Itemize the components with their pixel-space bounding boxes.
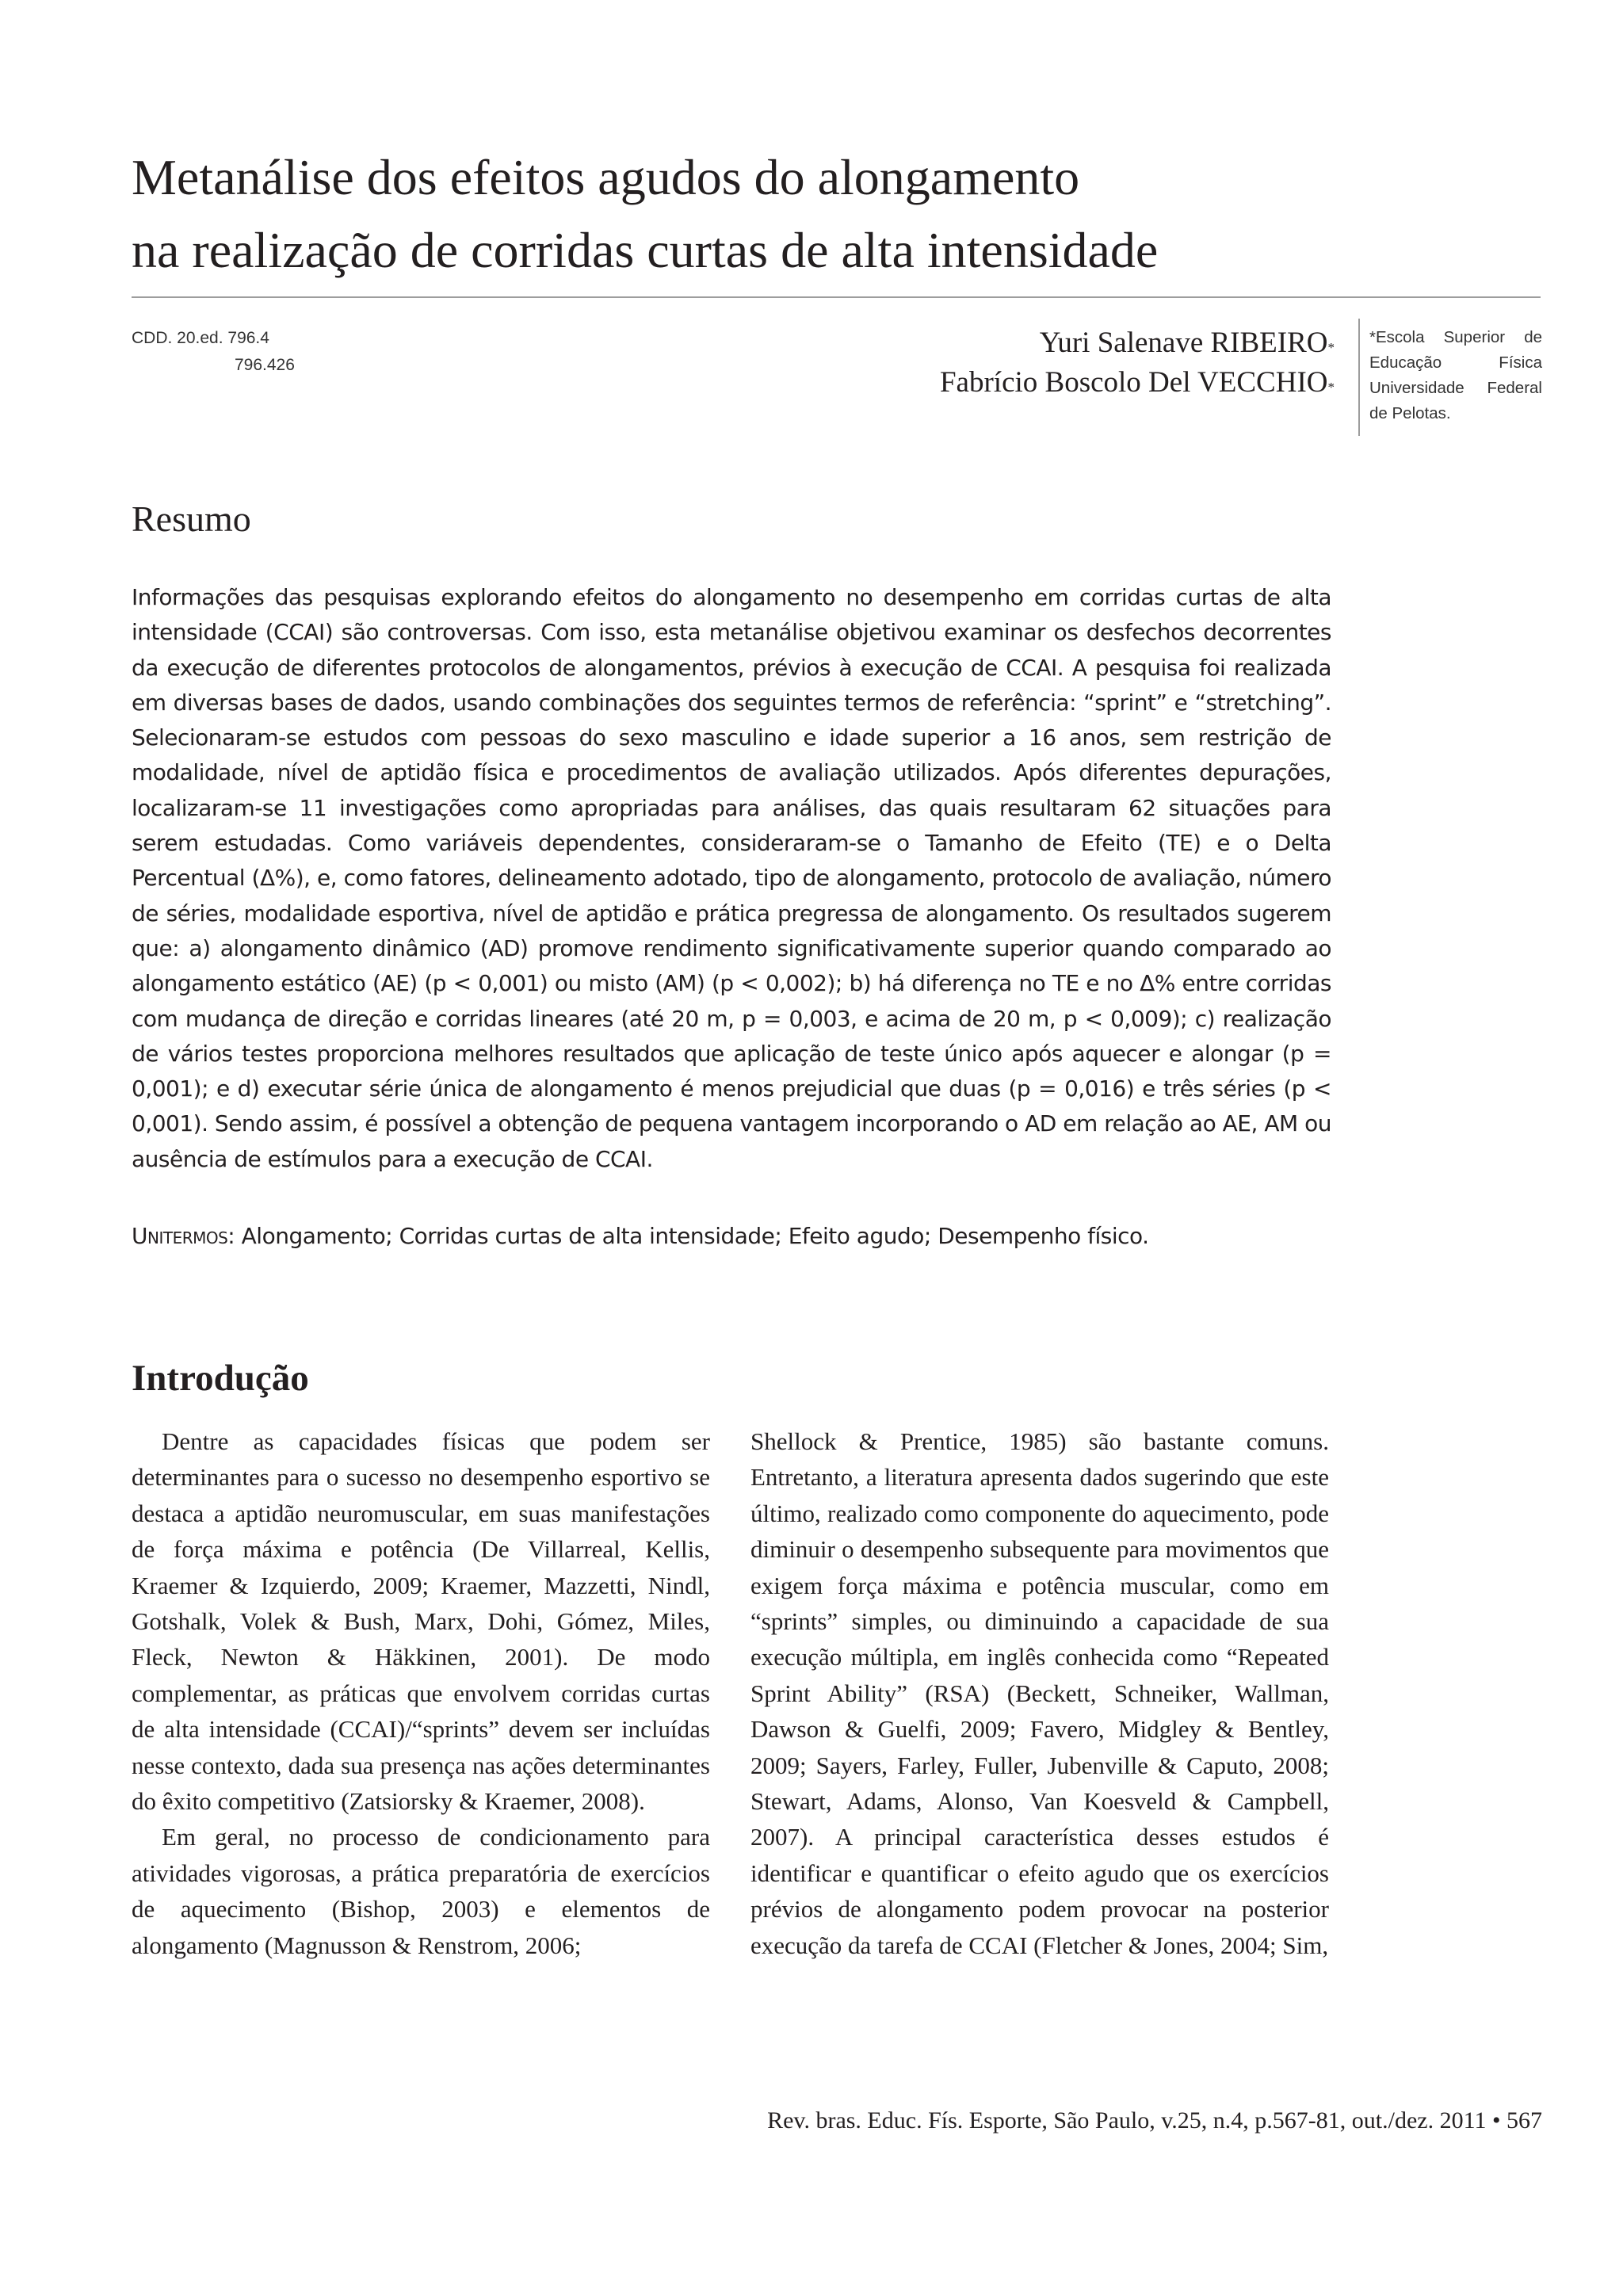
page-footer — [767, 2105, 1542, 2137]
author: Yuri Salenave RIBEIRO* — [1039, 327, 1335, 359]
author-affiliation: *Escola Superior de Educação Física Universidade Federal de Pelotas. — [1369, 328, 1542, 422]
title-line: Metanálise dos efeitos agudos do alongamento — [132, 149, 1080, 205]
body-column-right — [750, 1423, 1329, 1963]
title-line: na realização de corridas curtas de alta intensidade — [132, 222, 1159, 278]
keywords-label: Unitermos — [132, 1223, 228, 1249]
abstract-heading: Resumo — [132, 499, 251, 539]
cdd-line: 796.426 — [235, 356, 295, 374]
cdd-classification — [132, 325, 338, 379]
author-list — [940, 323, 1335, 403]
article-title — [132, 141, 1479, 287]
header-divider — [132, 296, 1541, 298]
author: Fabrício Boscolo Del VECCHIO* — [939, 366, 1335, 399]
footer-separator: • — [1491, 2107, 1501, 2134]
cdd-line: CDD. 20.ed. 796.4 — [132, 329, 269, 347]
keywords-list: : Alongamento; Corridas curtas de alta intensidade; Efeito agudo; Desempenho físico. — [227, 1223, 1149, 1249]
body-column-left — [132, 1423, 710, 1963]
abstract-text: Informações das pesquisas explorando efeitos do alongamento no desempenho em corridas curtas de alta intensidade (CCAI) são controversas. Com isso, esta metanálise objetivou examinar os desfechos decorrentes da execução de diferentes protocolos de alongamentos, prévios à execução de CCAI. A pesquisa foi realizada em diversas bases de dados, usando combinações dos seguintes termos de referência: “sprint” e “stretching”. Selecionaram-se estudos com pessoas do sexo masculino e idade superior a 16 anos, sem restrição de modalidade, nível de aptidão física e procedimentos de avaliação utilizados. Após diferentes depurações, localizaram-se 11 investigações como apropriadas para análises, das quais resultaram 62 situações para serem estudadas. Como variáveis dependentes, consideraram-se o Tamanho de Efeito (TE) e o Delta Percentual (Δ%), e, como fatores, delineamento adotado, tipo de alongamento, protocolo de avaliação, número de séries, modalidade esportiva, nível de aptidão e prática pregressa de alongamento. Os resultados sugerem que: a) alongamento dinâmico (AD) promove rendimento significativamente superior quando comparado ao alongamento estático (AE) (p < 0,001) ou misto (AM) (p < 0,002); b) há diferença no TE e no Δ% entre corridas com mudança de direção e corridas lineares (até 20 m, p = 0,003, e acima de 20 m, p < 0,009); c) realização de vários testes proporciona melhores resultados que aplicação de teste único após aquecer e alongar (p = 0,001); e d) executar série única de alongamento é menos prejudicial que duas (p = 0,016) e três séries (p < 0,001). Sendo assim, é possível a obtenção de pequena vantagem incorporando o AD em relação ao AE, AM ou ausência de estímulos para a execução de CCAI. — [132, 584, 1331, 1172]
keywords — [132, 1219, 1368, 1254]
page-number: 567 — [1507, 2107, 1542, 2134]
journal-citation: Rev. bras. Educ. Fís. Esporte, São Paulo, v.25, n.4, p.567-81, out./dez. 2011 — [767, 2107, 1487, 2134]
body-paragraph: Em geral, no processo de condicionamento para atividades vigorosas, a prática preparatória de exercícios de aquecimento (Bishop, 2003) e elementos de alongamento (Magnusson & Renstrom, 2006; — [132, 1823, 710, 1959]
affiliation-divider — [1358, 319, 1360, 436]
body-paragraph: Shellock & Prentice, 1985) são bastante comuns. Entretanto, a literatura apresenta dados sugerindo que este último, realizado como componente do aquecimento, pode diminuir o desempenho subsequente para movimentos que exigem força máxima e potência muscular, como em “sprints” simples, ou diminuindo a capacidade de sua execução múltipla, em inglês conhecida como “Repeated Sprint Ability” (RSA) (Beckett, Schneiker, Wallman, Dawson & Guelfi, 2009; Favero, Midgley & Bentley, 2009; Sayers, Farley, Fuller, Jubenville & Caputo, 2008; Stewart, Adams, Alonso, Van Koesveld & Campbell, 2007). A principal característica desses estudos é identificar e quantificar o efeito agudo que os exercícios prévios de alongamento podem provocar na posterior execução da tarefa de CCAI (Fletcher & Jones, 2004; Sim, — [750, 1427, 1329, 1959]
body-paragraph: Dentre as capacidades físicas que podem ser determinantes para o sucesso no desempenho esportivo se destaca a aptidão neuromuscular, em suas manifestações de força máxima e potência (De Villarreal, Kellis, Kraemer & Izquierdo, 2009; Kraemer, Mazzetti, Nindl, Gotshalk, Volek & Bush, Marx, Dohi, Gómez, Miles, Fleck, Newton & Häkkinen, 2001). De modo complementar, as práticas que envolvem corridas curtas de alta intensidade (CCAI)/“sprints” devem ser incluídas nesse contexto, dada sua presença nas ações determinantes do êxito competitivo (Zatsiorsky & Kraemer, 2008). — [132, 1427, 710, 1816]
introduction-heading: Introdução — [132, 1358, 309, 1399]
